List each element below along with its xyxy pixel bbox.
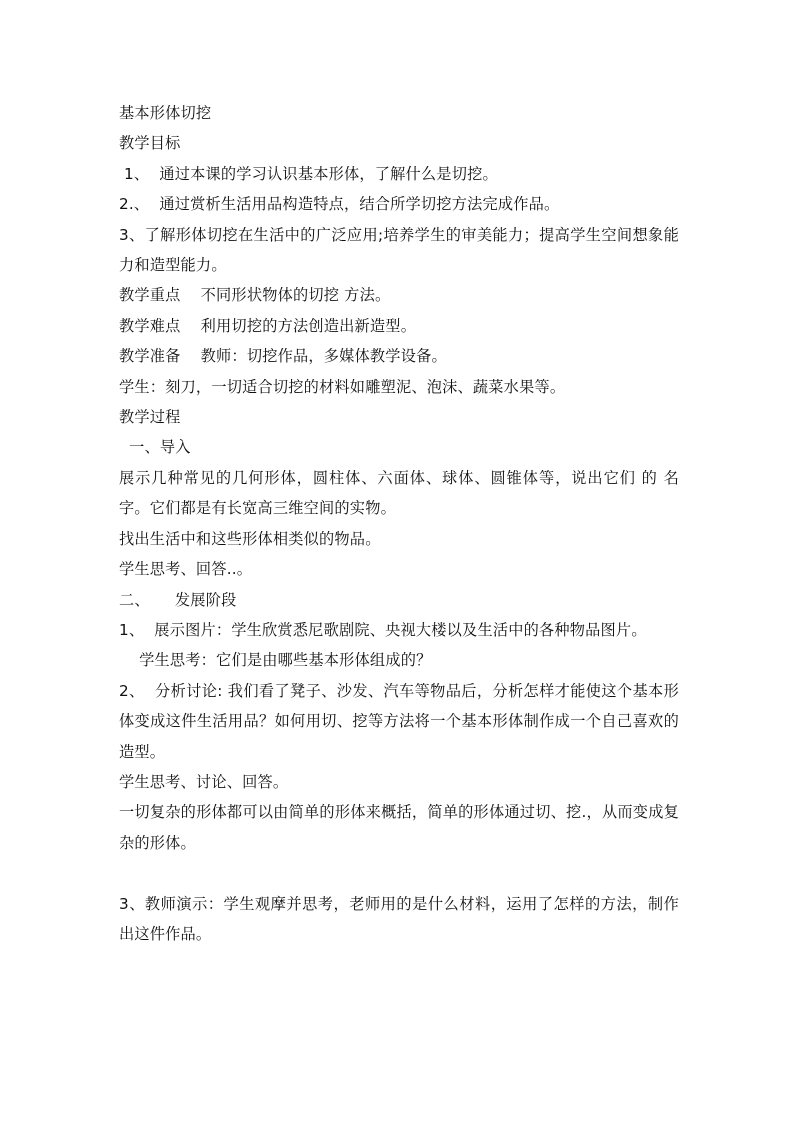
student-response-2: 学生思考、讨论、回答。 — [119, 772, 289, 791]
section-heading-objectives: 教学目标 — [119, 134, 181, 153]
introduction-text: 展示几种常见的几何形体，圆柱体、六面体、球体、圆锥体等，说出它们 的 名字。它们都是有长宽高三维空间的实物。 — [119, 468, 679, 518]
objective-item-2: 2.、 通过赏析生活用品构造特点，结合所学切挖方法完成作品。 — [119, 195, 560, 214]
student-materials: 学生：刻刀，一切适合切挖的材料如雕塑泥、泡沫、蔬菜水果等。 — [119, 377, 566, 396]
development-item-1-question: 学生思考：它们是由哪些基本形体组成的？ — [119, 651, 432, 670]
section-heading-process: 教学过程 — [119, 408, 181, 427]
document-body — [119, 98, 679, 949]
summary-text: 一切复杂的形体都可以由简单的形体来概括，简单的形体通过切、挖.，从而变成复杂的形体。 — [119, 803, 679, 852]
development-item-1: 1、 展示图片：学生欣赏悉尼歌剧院、央视大楼以及生活中的各种物品图片。 — [119, 620, 647, 639]
development-item-2: 2、 分析讨论: 我们看了凳子、沙发、汽车等物品后，分析怎样才能使这个基本形体变成这件生活用品？如何用切、挖等方法将一个基本形体制作成一个自己喜欢的造型。 — [119, 681, 679, 761]
introduction-task: 找出生活中和这些形体相类似的物品。 — [119, 529, 381, 548]
step-heading-introduction: 一、导入 — [119, 438, 191, 457]
key-points: 教学重点 不同形状物体的切挖 方法。 — [119, 286, 391, 305]
development-item-3: 3、教师演示：学生观摩并思考，老师用的是什么材料，运用了怎样的方法，制作出这件作品。 — [119, 894, 679, 943]
lesson-title: 基本形体切挖 — [119, 104, 212, 122]
student-response-1: 学生思考、回答..。 — [119, 560, 253, 579]
objective-item-1: 1、 通过本课的学习认识基本形体，了解什么是切挖。 — [119, 164, 498, 183]
step-heading-development: 二、 发展阶段 — [119, 590, 237, 609]
objective-item-3: 3、了解形体切挖在生活中的广泛应用;培养学生的审美能力；提高学生空间想象能力和造型能力。 — [119, 225, 679, 275]
blank-line — [119, 858, 679, 888]
difficult-points: 教学难点 利用切挖的方法创造出新造型。 — [119, 316, 417, 335]
teaching-preparation: 教学准备 教师：切挖作品，多媒体教学设备。 — [119, 347, 447, 366]
